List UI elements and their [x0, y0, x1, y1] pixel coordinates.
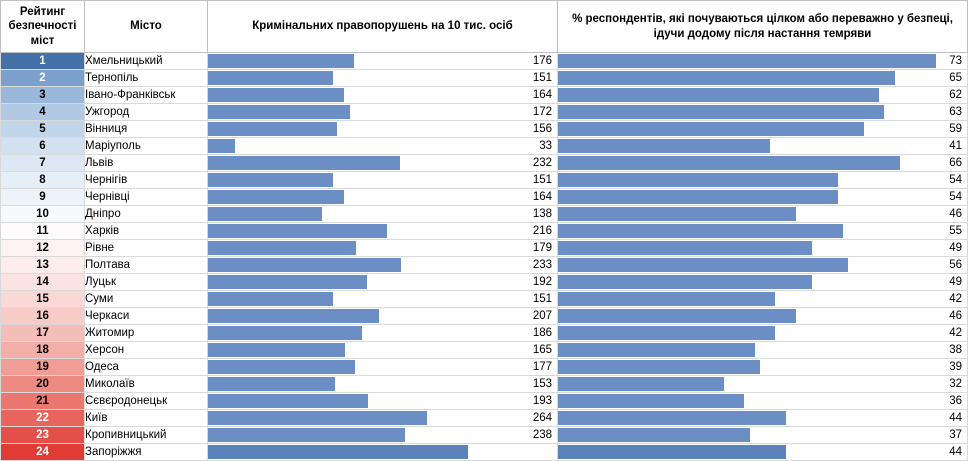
crime-bar-cell	[208, 444, 558, 461]
crime-bar-cell	[208, 325, 558, 342]
crime-bar	[208, 207, 322, 221]
safety-bar-cell	[558, 410, 968, 427]
crime-bar	[208, 105, 350, 119]
safety-bar-cell	[558, 376, 968, 393]
city-cell: Вінниця	[85, 121, 208, 138]
safety-bar	[558, 71, 895, 85]
column-header-rank: Рейтинг безпечності міст	[1, 1, 85, 53]
safety-value: 49	[949, 242, 962, 255]
rank-cell: 5	[1, 121, 85, 138]
rank-cell: 13	[1, 257, 85, 274]
safety-bar	[558, 241, 812, 255]
safety-bar	[558, 156, 900, 170]
safety-value: 54	[949, 174, 962, 187]
safety-bar	[558, 275, 812, 289]
table-row	[1, 206, 968, 223]
crime-bar-cell	[208, 155, 558, 172]
crime-bar	[208, 224, 387, 238]
safety-bar-cell	[558, 274, 968, 291]
crime-value: 164	[532, 89, 552, 102]
safety-value: 42	[949, 293, 962, 306]
crime-value: 156	[532, 123, 552, 136]
table-row	[1, 325, 968, 342]
city-cell: Одеса	[85, 359, 208, 376]
rank-cell: 10	[1, 206, 85, 223]
safety-value: 63	[949, 106, 962, 119]
table-row	[1, 138, 968, 155]
safety-bar-cell	[558, 342, 968, 359]
city-cell: Дніпро	[85, 206, 208, 223]
crime-bar	[208, 411, 427, 425]
safety-value: 38	[949, 344, 962, 357]
column-header-safety: % респондентів, які почуваються цілком або переважно у безпеці, ідучи додому після настання темряви	[558, 1, 968, 53]
crime-bar-cell	[208, 240, 558, 257]
rank-cell: 4	[1, 104, 85, 121]
crime-value: 164	[532, 191, 552, 204]
rank-cell: 22	[1, 410, 85, 427]
safety-value: 62	[949, 89, 962, 102]
table-row	[1, 376, 968, 393]
safety-bar-cell	[558, 444, 968, 461]
safety-bar	[558, 411, 786, 425]
rank-cell: 14	[1, 274, 85, 291]
crime-bar-cell	[208, 257, 558, 274]
city-cell: Київ	[85, 410, 208, 427]
crime-value: 151	[532, 72, 552, 85]
safety-bar	[558, 292, 775, 306]
crime-bar	[208, 394, 368, 408]
rank-cell: 17	[1, 325, 85, 342]
safety-value: 65	[949, 72, 962, 85]
crime-bar	[208, 241, 356, 255]
table-row	[1, 427, 968, 444]
table-row	[1, 189, 968, 206]
safety-bar	[558, 224, 843, 238]
table-row	[1, 70, 968, 87]
crime-bar-cell	[208, 70, 558, 87]
rank-cell: 23	[1, 427, 85, 444]
crime-value: 151	[532, 293, 552, 306]
safety-bar-cell	[558, 223, 968, 240]
safety-bar-cell	[558, 427, 968, 444]
safety-bar-cell	[558, 393, 968, 410]
crime-value: 233	[532, 259, 552, 272]
crime-value: 193	[532, 395, 552, 408]
safety-bar-cell	[558, 240, 968, 257]
crime-bar-cell	[208, 291, 558, 308]
safety-bar-cell	[558, 87, 968, 104]
table-row	[1, 104, 968, 121]
safety-bar	[558, 88, 879, 102]
crime-bar-cell	[208, 393, 558, 410]
rank-cell: 1	[1, 53, 85, 70]
crime-value: 138	[532, 208, 552, 221]
safety-bar	[558, 207, 796, 221]
crime-bar-cell	[208, 172, 558, 189]
safety-bar	[558, 190, 838, 204]
crime-bar-cell	[208, 359, 558, 376]
crime-value: 314	[532, 446, 552, 459]
safety-bar-cell	[558, 70, 968, 87]
city-cell: Тернопіль	[85, 70, 208, 87]
table-row	[1, 393, 968, 410]
safety-bar-cell	[558, 291, 968, 308]
city-cell: Хмельницький	[85, 53, 208, 70]
crime-bar-cell	[208, 410, 558, 427]
safety-bar-cell	[558, 189, 968, 206]
safety-bar	[558, 54, 936, 68]
table-row	[1, 87, 968, 104]
rank-cell: 16	[1, 308, 85, 325]
safety-bar	[558, 258, 848, 272]
crime-bar	[208, 173, 333, 187]
column-header-crime: Кримінальних правопорушень на 10 тис. осіб	[208, 1, 558, 53]
city-cell: Черкаси	[85, 308, 208, 325]
crime-value: 33	[539, 140, 552, 153]
table-header	[1, 1, 968, 53]
crime-bar-cell	[208, 87, 558, 104]
city-cell: Чернівці	[85, 189, 208, 206]
city-cell: Ужгород	[85, 104, 208, 121]
city-cell: Луцьк	[85, 274, 208, 291]
safety-bar-cell	[558, 257, 968, 274]
safety-bar	[558, 428, 750, 442]
crime-value: 264	[532, 412, 552, 425]
crime-bar-cell	[208, 308, 558, 325]
crime-value: 186	[532, 327, 552, 340]
crime-bar	[208, 122, 337, 136]
rank-cell: 18	[1, 342, 85, 359]
city-cell: Маріуполь	[85, 138, 208, 155]
table-row	[1, 121, 968, 138]
table-row	[1, 172, 968, 189]
crime-bar	[208, 343, 345, 357]
rank-cell: 20	[1, 376, 85, 393]
city-cell: Суми	[85, 291, 208, 308]
safety-value: 49	[949, 276, 962, 289]
table-row	[1, 257, 968, 274]
crime-bar	[208, 71, 333, 85]
crime-value: 172	[532, 106, 552, 119]
table-row	[1, 359, 968, 376]
crime-value: 207	[532, 310, 552, 323]
safety-bar-cell	[558, 104, 968, 121]
crime-bar	[208, 156, 400, 170]
crime-value: 153	[532, 378, 552, 391]
safety-value: 42	[949, 327, 962, 340]
crime-bar-cell	[208, 342, 558, 359]
table-row	[1, 410, 968, 427]
safety-bar-cell	[558, 359, 968, 376]
rank-cell: 21	[1, 393, 85, 410]
safety-value: 73	[949, 55, 962, 68]
rank-cell: 3	[1, 87, 85, 104]
crime-bar-cell	[208, 189, 558, 206]
safety-bar	[558, 173, 838, 187]
crime-bar-cell	[208, 223, 558, 240]
crime-bar	[208, 445, 468, 459]
city-cell: Львів	[85, 155, 208, 172]
safety-bar-cell	[558, 155, 968, 172]
safety-value: 46	[949, 310, 962, 323]
rank-cell: 9	[1, 189, 85, 206]
safety-bar-cell	[558, 121, 968, 138]
table-body	[1, 53, 968, 461]
city-cell: Харків	[85, 223, 208, 240]
crime-bar-cell	[208, 53, 558, 70]
crime-value: 179	[532, 242, 552, 255]
crime-bar	[208, 326, 362, 340]
crime-bar	[208, 88, 344, 102]
city-cell: Запоріжжя	[85, 444, 208, 461]
city-cell: Кропивницький	[85, 427, 208, 444]
table-row	[1, 342, 968, 359]
safety-bar	[558, 122, 864, 136]
crime-bar-cell	[208, 138, 558, 155]
crime-value: 176	[532, 55, 552, 68]
crime-bar	[208, 309, 379, 323]
rank-cell: 12	[1, 240, 85, 257]
crime-bar	[208, 292, 333, 306]
table-row	[1, 444, 968, 461]
safety-value: 36	[949, 395, 962, 408]
city-cell: Рівне	[85, 240, 208, 257]
safety-bar	[558, 394, 744, 408]
safety-bar-cell	[558, 206, 968, 223]
table-row	[1, 155, 968, 172]
safety-bar	[558, 343, 755, 357]
crime-value: 151	[532, 174, 552, 187]
safety-value: 54	[949, 191, 962, 204]
column-header-city: Місто	[85, 1, 208, 53]
safety-value: 39	[949, 361, 962, 374]
crime-bar	[208, 190, 344, 204]
city-cell: Миколаїв	[85, 376, 208, 393]
safety-bar	[558, 360, 760, 374]
crime-value: 238	[532, 429, 552, 442]
safety-bar-cell	[558, 138, 968, 155]
city-cell: Сєвєродонецьк	[85, 393, 208, 410]
crime-bar	[208, 139, 235, 153]
safety-bar-cell	[558, 308, 968, 325]
safety-value: 55	[949, 225, 962, 238]
crime-value: 232	[532, 157, 552, 170]
rank-cell: 24	[1, 444, 85, 461]
safety-value: 66	[949, 157, 962, 170]
safety-value: 44	[949, 446, 962, 459]
safety-value: 32	[949, 378, 962, 391]
crime-bar-cell	[208, 104, 558, 121]
safety-bar	[558, 139, 770, 153]
crime-value: 216	[532, 225, 552, 238]
crime-bar-cell	[208, 274, 558, 291]
crime-bar	[208, 258, 401, 272]
table-row	[1, 274, 968, 291]
safety-value: 41	[949, 140, 962, 153]
table-row	[1, 223, 968, 240]
safety-bar-cell	[558, 53, 968, 70]
crime-bar	[208, 275, 367, 289]
safety-value: 44	[949, 412, 962, 425]
city-cell: Херсон	[85, 342, 208, 359]
table-row	[1, 240, 968, 257]
crime-value: 192	[532, 276, 552, 289]
table-row	[1, 291, 968, 308]
table-row	[1, 308, 968, 325]
crime-bar-cell	[208, 206, 558, 223]
safety-bar	[558, 309, 796, 323]
crime-bar-cell	[208, 427, 558, 444]
city-cell: Полтава	[85, 257, 208, 274]
table-row	[1, 53, 968, 70]
safety-bar	[558, 377, 724, 391]
crime-bar	[208, 54, 354, 68]
rank-cell: 19	[1, 359, 85, 376]
rank-cell: 11	[1, 223, 85, 240]
safety-bar	[558, 445, 786, 459]
rank-cell: 8	[1, 172, 85, 189]
safety-value: 37	[949, 429, 962, 442]
header-row	[1, 1, 968, 53]
safety-value: 46	[949, 208, 962, 221]
safety-bar	[558, 326, 775, 340]
city-cell: Житомир	[85, 325, 208, 342]
rank-cell: 7	[1, 155, 85, 172]
crime-value: 165	[532, 344, 552, 357]
city-cell: Івано-Франківськ	[85, 87, 208, 104]
safety-bar-cell	[558, 325, 968, 342]
crime-bar	[208, 360, 355, 374]
safety-value: 59	[949, 123, 962, 136]
safety-bar	[558, 105, 884, 119]
crime-bar-cell	[208, 121, 558, 138]
city-cell: Чернігів	[85, 172, 208, 189]
crime-bar	[208, 377, 335, 391]
rank-cell: 2	[1, 70, 85, 87]
rank-cell: 6	[1, 138, 85, 155]
crime-bar-cell	[208, 376, 558, 393]
crime-value: 177	[532, 361, 552, 374]
safety-value: 56	[949, 259, 962, 272]
crime-bar	[208, 428, 405, 442]
safety-bar-cell	[558, 172, 968, 189]
rank-cell: 15	[1, 291, 85, 308]
